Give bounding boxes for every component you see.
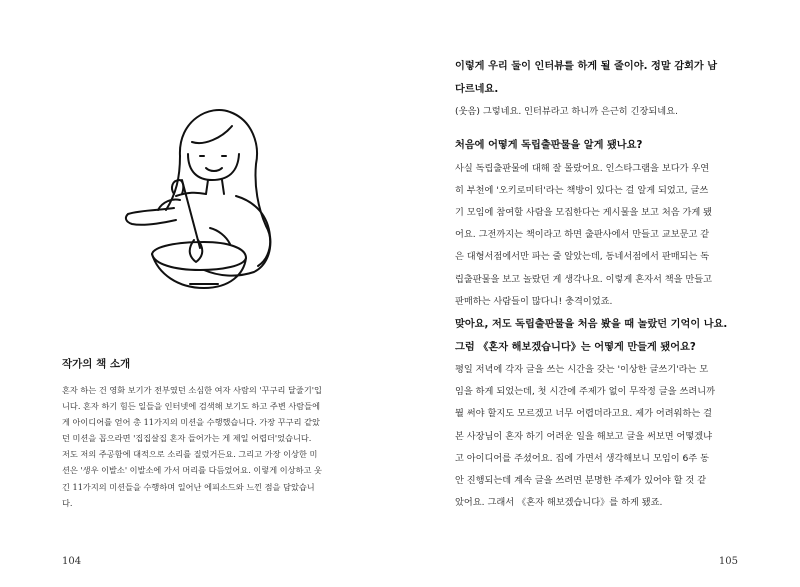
right-page (400, 0, 800, 587)
interview-question (455, 314, 755, 359)
author-intro-body (62, 382, 348, 511)
interview-answer (455, 158, 755, 313)
answer-line: (웃음) 그렇네요. 인터뷰라고 하니까 은근히 긴장되네요. (455, 106, 678, 117)
answer-line: 안 진행되는데 계속 글을 쓰려면 분명한 주제가 있어야 할 것 같 (455, 475, 707, 487)
interview-block-1 (455, 56, 755, 123)
interview-question (455, 56, 755, 101)
answer-line: 어요. 그전까지는 책이라고 하면 출판사에서 만들고 교보문고 같 (455, 229, 710, 241)
author-intro-heading: 작가의 책 소개 (62, 358, 131, 370)
interview-block-2 (455, 135, 755, 313)
answer-line: 은 대형서점에서만 파는 줄 알았는데, 동네서점에서 판매되는 독 (455, 251, 710, 263)
interview-answer (455, 101, 755, 123)
interview-question (455, 135, 755, 158)
answer-line: 았어요. 그래서 《혼자 해보겠습니다》를 하게 됐죠. (455, 497, 663, 509)
question-line: 이렇게 우리 둘이 인터뷰를 하게 될 줄이야. 정말 감회가 남 (455, 61, 718, 72)
author-intro-line: 혼자 하는 건 영화 보기가 전부였던 소심한 여자 사람의 '꾸구리 달줄기'입 (62, 385, 322, 395)
author-intro-line: 게 아이디어를 얻어 총 11가지의 미션을 수행했습니다. 가장 꾸구리 같았 (62, 417, 320, 428)
interview-answer (455, 359, 755, 514)
page-number-left: 104 (62, 556, 82, 567)
question-line: 그럼 《혼자 해보겠습니다》는 어떻게 만들게 됐어요? (455, 341, 696, 353)
author-intro-line: 던 미션을 꼽으라면 '집집살집 혼자 들어가는 게 제일 어렵더'었습니다. (62, 433, 312, 444)
woman-whisking-bowl-illustration (118, 98, 288, 298)
question-line: 처음에 어떻게 독립출판물을 알게 됐나요? (455, 140, 643, 151)
answer-line: 판매하는 사람들이 많다니! 충격이었죠. (455, 295, 613, 307)
interview-block-3 (455, 314, 755, 514)
answer-line: 기 모임에 참여할 사람을 모집한다는 게시물을 보고 처음 가게 됐 (455, 206, 713, 218)
answer-line: 립출판물을 보고 놀랐던 게 생각나요. 이렇게 혼자서 책을 만들고 (455, 273, 713, 285)
author-intro-line: 긴 11가지의 미션들을 수행하며 일어난 에피소드와 느낀 점을 담았습니 (62, 481, 315, 492)
answer-line: 임을 하게 되었는데, 첫 시간에 주제가 없이 무작정 글을 쓰려니까 (455, 386, 715, 398)
answer-line: 사실 독립출판물에 대해 잘 몰랐어요. 인스타그램을 보다가 우연 (455, 162, 710, 174)
question-line: 맞아요, 저도 독립출판물을 처음 봤을 때 놀랐던 기억이 나요. (455, 319, 728, 330)
author-intro-line: 저도 저의 주공함에 대적으로 소리를 질렀거든요. 그리고 가장 이상한 미 (62, 449, 318, 460)
answer-line: 뭘 써야 할지도 모르겠고 너무 어렵더라고요. 제가 어려워하는 걸 (455, 408, 713, 420)
author-intro-line: 션은 '생우 이발소' 이발소에 가서 머리를 다듬었어요. 이렇게 이상하고 웃 (62, 465, 322, 476)
author-intro-line: 니다. 혼자 하기 힘든 일들을 인터넷에 검색해 보기도 하고 주변 사람들에 (62, 401, 320, 412)
answer-line: 평일 저녁에 각자 글을 쓰는 시간을 갖는 '이상한 글쓰기'라는 모 (455, 364, 709, 375)
page-number-right: 105 (718, 556, 738, 567)
question-line: 다르네요. (455, 83, 499, 95)
author-intro-line: 다. (62, 497, 73, 508)
answer-line: 본 사장님이 혼자 하기 어려운 일을 해보고 글을 써보면 어떻겠냐 (455, 430, 713, 442)
answer-line: 히 부천에 '오키로미터'라는 책방이 있다는 걸 알게 되었고, 글쓰 (455, 184, 709, 196)
answer-line: 고 아이디어를 주셨어요. 집에 가면서 생각해보니 모임이 6주 동 (455, 452, 710, 464)
